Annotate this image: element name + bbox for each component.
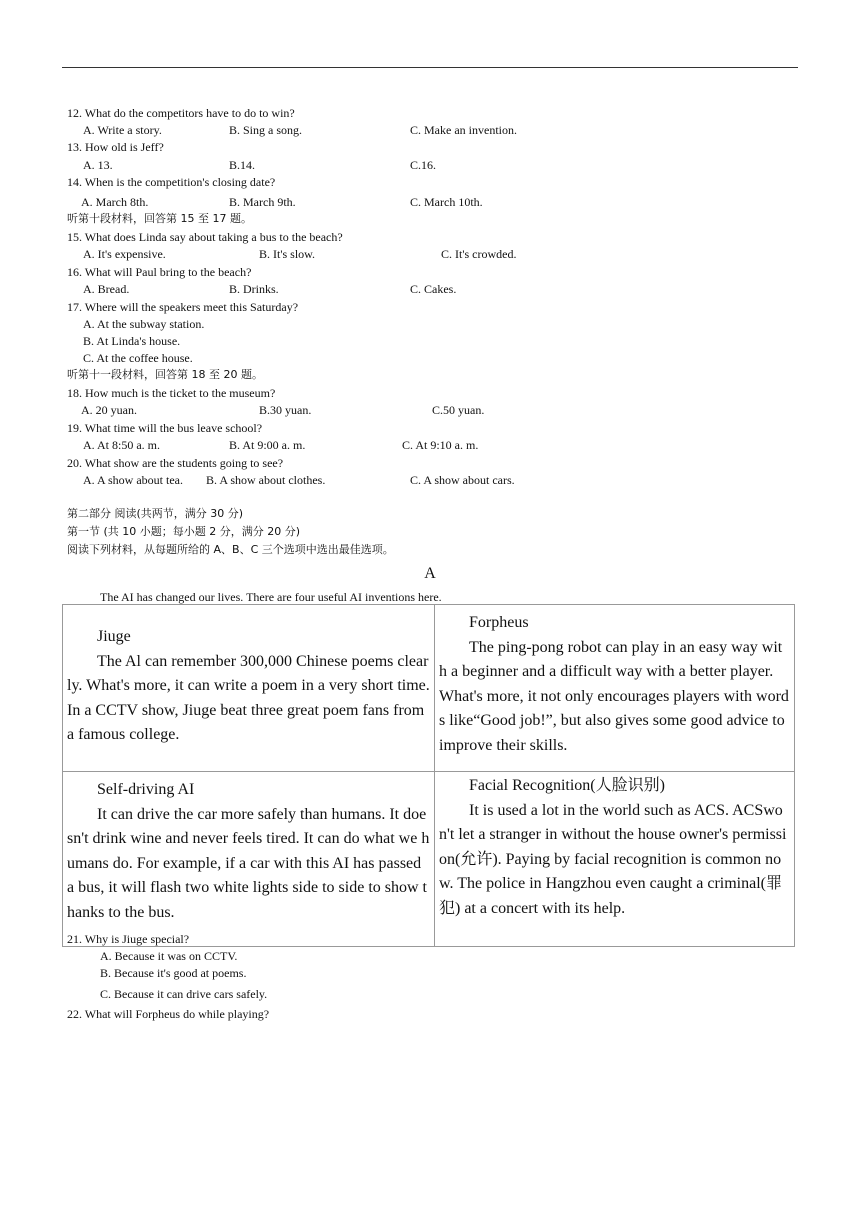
- q21-option-b: B. Because it's good at poems.: [100, 966, 247, 980]
- q17-option-b: B. At Linda's house.: [83, 334, 181, 348]
- section-10-instruction: 听第十段材料，回答第 15 至 17 题。: [67, 212, 252, 225]
- q14-option-b: B. March 9th.: [229, 195, 296, 209]
- q13-option-a: A. 13.: [83, 158, 113, 172]
- q19-option-c: C. At 9:10 a. m.: [402, 438, 479, 452]
- part-2-heading: 第二部分 阅读(共两节，满分 30 分): [67, 507, 244, 520]
- section-11-instruction: 听第十一段材料，回答第 18 至 20 题。: [67, 368, 263, 381]
- question-16: 16. What will Paul bring to the beach?: [67, 265, 252, 279]
- q17-option-c: C. At the coffee house.: [83, 351, 193, 365]
- question-12: 12. What do the competitors have to do to win?: [67, 106, 295, 120]
- passage-letter: A: [424, 565, 436, 582]
- question-22: 22. What will Forpheus do while playing?: [67, 1007, 270, 1021]
- q12-option-c: C. Make an invention.: [410, 123, 517, 137]
- question-19: 19. What time will the bus leave school?: [67, 421, 263, 435]
- q19-option-a: A. At 8:50 a. m.: [83, 438, 160, 452]
- question-18: 18. How much is the ticket to the museum?: [67, 386, 276, 400]
- q21-option-a: A. Because it was on CCTV.: [100, 949, 238, 963]
- q16-option-a: A. Bread.: [83, 282, 130, 296]
- cell-self-driving: [63, 772, 435, 947]
- question-17: 17. Where will the speakers meet this Saturday?: [67, 300, 299, 314]
- q21-option-c: C. Because it can drive cars safely.: [100, 987, 268, 1001]
- q20-option-b: B. A show about clothes.: [206, 473, 326, 487]
- passage-intro: The AI has changed our lives. There are four useful AI inventions here.: [100, 590, 442, 604]
- q13-option-b: B.14.: [229, 158, 256, 172]
- ai-inventions-table: [62, 604, 795, 947]
- q16-option-c: C. Cakes.: [410, 282, 457, 296]
- q13-option-c: C.16.: [410, 158, 437, 172]
- forpheus-text: The ping-pong robot can play in an easy way with a beginner and a difficult way with a better player. What's more, it not only encourages players with words like“Good job!”, but also gives some good advice to improve their skills.: [439, 638, 789, 754]
- q14-option-a: A. March 8th.: [81, 195, 149, 209]
- question-15: 15. What does Linda say about taking a bus to the beach?: [67, 230, 343, 244]
- q18-option-b: B.30 yuan.: [259, 403, 312, 417]
- q20-option-c: C. A show about cars.: [410, 473, 515, 487]
- cell-facial-recognition: [435, 772, 795, 947]
- jiuge-title: Jiuge: [97, 628, 131, 645]
- question-20: 20. What show are the students going to see?: [67, 456, 284, 470]
- question-21: 21. Why is Jiuge special?: [67, 932, 190, 946]
- q12-option-a: A. Write a story.: [83, 123, 162, 137]
- q15-option-c: C. It's crowded.: [441, 247, 517, 261]
- self-driving-title: Self-driving AI: [97, 781, 195, 798]
- cell-forpheus: [435, 605, 795, 772]
- q18-option-a: A. 20 yuan.: [81, 403, 137, 417]
- forpheus-title: Forpheus: [469, 614, 529, 631]
- header-rule: [62, 67, 798, 68]
- cell-jiuge: [63, 605, 435, 772]
- q19-option-b: B. At 9:00 a. m.: [229, 438, 306, 452]
- reading-instruction: 阅读下列材料，从每题所给的 A、B、C 三个选项中选出最佳选项。: [67, 543, 394, 556]
- q14-option-c: C. March 10th.: [410, 195, 483, 209]
- self-driving-text: It can drive the car more safely than humans. It doesn't drink wine and never feels tired. It can do what we humans do. For example, if a car with this AI has passed a bus, it will flash two white lights side to side to show thanks to the bus.: [67, 805, 430, 921]
- section-1-heading: 第一节 (共 10 小题；每小题 2 分，满分 20 分): [67, 525, 301, 538]
- q15-option-b: B. It's slow.: [259, 247, 316, 261]
- q16-option-b: B. Drinks.: [229, 282, 279, 296]
- q18-option-c: C.50 yuan.: [432, 403, 485, 417]
- jiuge-text: The Al can remember 300,000 Chinese poems clearly. What's more, it can write a poem in a very short time. In a CCTV show, Jiuge beat three great poem fans from a famous college.: [67, 652, 430, 743]
- q20-option-a: A. A show about tea.: [83, 473, 183, 487]
- q12-option-b: B. Sing a song.: [229, 123, 303, 137]
- facial-recognition-title: Facial Recognition(人脸识别): [469, 777, 665, 794]
- facial-recognition-text: It is used a lot in the world such as ACS. ACSwon't let a stranger in without the house owner's permission(允许). Paying by facial recognition is common now. The police in Hangzhou even caught a criminal(罪犯) at a concert with its help.: [439, 801, 787, 917]
- question-14: 14. When is the competition's closing date?: [67, 175, 276, 189]
- question-13: 13. How old is Jeff?: [67, 140, 164, 154]
- q15-option-a: A. It's expensive.: [83, 247, 166, 261]
- q17-option-a: A. At the subway station.: [83, 317, 205, 331]
